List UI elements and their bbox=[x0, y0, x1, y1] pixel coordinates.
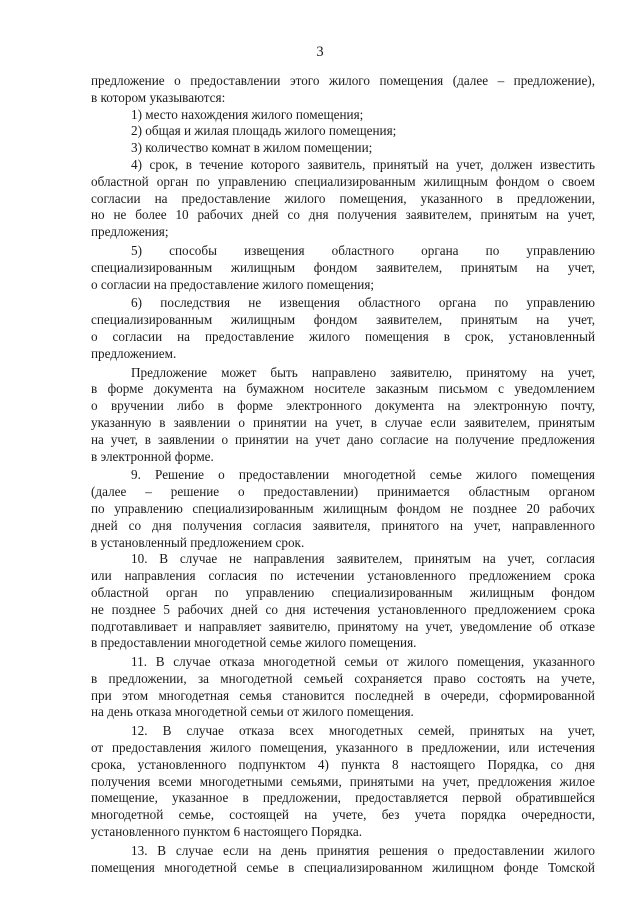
text-line: на день отказа многодетной семьи от жилого помещения. bbox=[91, 704, 414, 720]
text-line: предложения; bbox=[91, 224, 169, 240]
text-line: 11. В случае отказа многодетной семьи от жилого помещения, указанного bbox=[131, 654, 595, 670]
text-line: 2) общая и жилая площадь жилого помещения; bbox=[131, 123, 397, 139]
text-line: 13. В случае если на день принятия решения о предоставлении жилого bbox=[131, 842, 595, 858]
text-line: о согласии на предоставление жилого помещения; bbox=[91, 276, 375, 292]
text-line: 1) место нахождения жилого помещения; bbox=[131, 106, 364, 122]
text-line: 12. В случае отказа всех многодетных семей, принятых на учет, bbox=[131, 723, 595, 739]
text-line: 5) способы извещения областного органа по управлению bbox=[131, 242, 595, 258]
text-line: в электронной форме. bbox=[91, 448, 214, 464]
text-line: указанную в заявлении о принятии на учет, в случае если заявителем, принятым bbox=[91, 414, 595, 430]
text-line: предложение о предоставлении этого жилого помещения (далее – предложение), bbox=[91, 73, 595, 88]
text-line: 9. Решение о предоставлении многодетной семье жилого помещения bbox=[131, 467, 595, 483]
text-line: по управлению специализированным жилищным фондом не позднее 20 рабочих bbox=[91, 500, 595, 516]
text-line: срока, установленного подпунктом 4) пункта 8 настоящего Порядка, со дня bbox=[91, 756, 595, 772]
text-line: Предложение может быть направлено заявителю, принятому на учет, bbox=[131, 364, 595, 380]
text-line: в предложении, за многодетной семьей сохраняется право состоять на учете, bbox=[91, 670, 595, 686]
text-line: о вручении либо в форме электронного документа на электронную почту, bbox=[91, 398, 595, 414]
document-body bbox=[91, 73, 595, 876]
text-line: дней со дня получения согласия заявителя, принятого на учет, направленного bbox=[91, 517, 595, 533]
text-line: при этом многодетная семья становится последней в очереди, сформированной bbox=[91, 687, 595, 703]
text-line: получения всеми многодетными семьями, принятыми на учет, предложения жилое bbox=[91, 773, 595, 789]
page-number: 3 bbox=[316, 44, 324, 60]
text-line: 3) количество комнат в жилом помещении; bbox=[131, 140, 373, 156]
text-line: о согласии на предоставление жилого помещения в срок, установленный bbox=[91, 328, 595, 344]
text-line: специализированным жилищным фондом заявителем, принятым на учет, bbox=[91, 259, 595, 275]
text-line: 4) срок, в течение которого заявитель, принятый на учет, должен известить bbox=[131, 156, 595, 172]
text-line: в установленный предложением срок. bbox=[91, 534, 305, 550]
text-line: предложением. bbox=[91, 345, 177, 361]
text-line: от предоставления жилого помещения, указанного в предложении, или истечения bbox=[91, 740, 595, 756]
text-line: подготавливает и направляет заявителю, принятому на учет, уведомление об отказе bbox=[91, 618, 595, 634]
text-line: многодетной семье, состоящей на учете, без учета порядка очередности, bbox=[91, 807, 595, 823]
text-line: 6) последствия не извещения областного органа по управлению bbox=[131, 295, 595, 311]
text-line: но не более 10 рабочих дней со дня получения заявителем, принятым на учет, bbox=[91, 207, 595, 223]
text-line: помещения многодетной семье в специализированном жилищном фонде Томской bbox=[91, 859, 595, 875]
text-line: помещение, указанное в предложении, предоставляется первой обратившейся bbox=[91, 790, 595, 806]
text-line: (далее – решение о предоставлении) принимается областным органом bbox=[91, 484, 595, 500]
text-line: в предоставлении многодетной семье жилого помещения. bbox=[91, 635, 417, 651]
text-line: в форме документа на бумажном носителе заказным письмом с уведомлением bbox=[91, 381, 595, 397]
text-line: специализированным жилищным фондом заявителем, принятым на учет, bbox=[91, 312, 595, 328]
text-line: или направления согласия по истечении установленного предложением срока bbox=[91, 568, 595, 584]
text-line: областной орган по управлению специализированным жилищным фондом bbox=[91, 584, 595, 600]
text-line: в котором указываются: bbox=[91, 89, 226, 105]
text-line: на учет, в заявлении о принятии на учет дано согласие на получение предложения bbox=[91, 431, 595, 447]
text-line: не позднее 5 рабочих дней со дня истечения установленного предложением срока bbox=[91, 601, 595, 617]
text-line: согласии на предоставление жилого помещения, указанного в предложении, bbox=[91, 190, 595, 206]
text-line: 10. В случае не направления заявителем, принятым на учет, согласия bbox=[131, 551, 595, 567]
text-line: установленного пунктом 6 настоящего Порядка. bbox=[91, 824, 363, 840]
text-line: областной орган по управлению специализированным жилищным фондом о своем bbox=[91, 173, 595, 189]
